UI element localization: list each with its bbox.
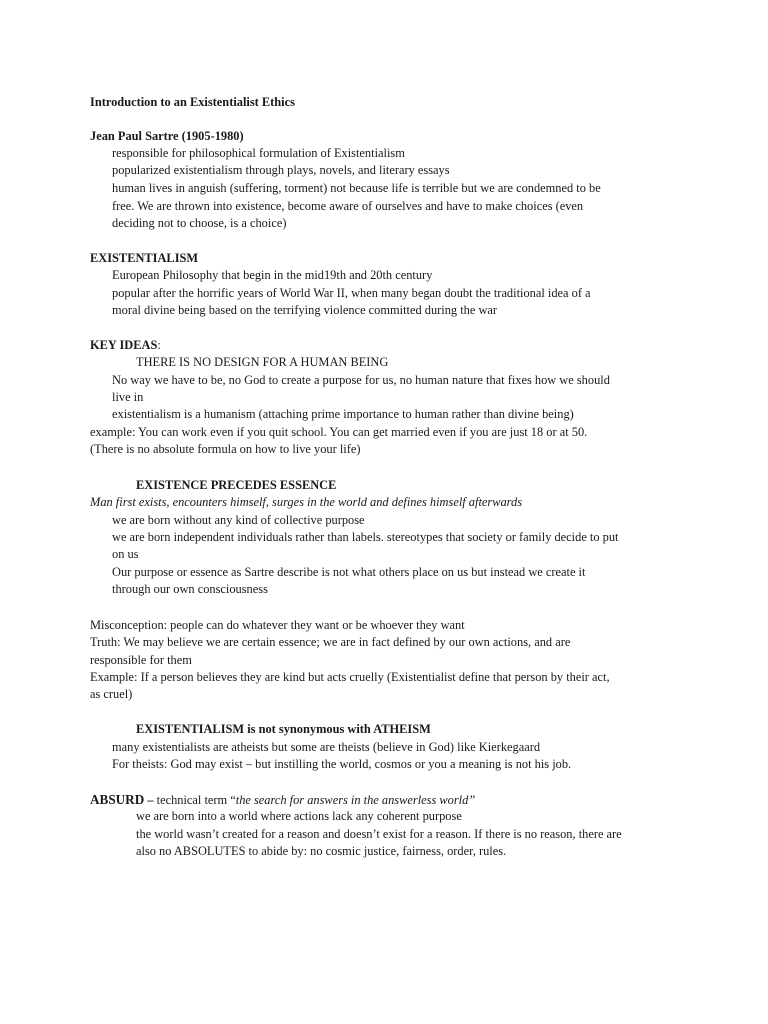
key-ideas-heading-line: [90, 337, 161, 354]
key-ideas-colon: :: [157, 338, 161, 352]
key-ideas-line: example: You can work even if you quit school. You can get married even if you are just 18 or at 50.: [90, 425, 588, 439]
absurd-quote-end: ”: [468, 793, 476, 807]
existentialism-heading: EXISTENTIALISM: [90, 251, 199, 265]
existentialism-line: European Philosophy that begin in the mid19th and 20th century: [112, 268, 433, 282]
absurd-heading: ABSURD: [90, 792, 145, 807]
essence-line: we are born independent individuals rather than labels. stereotypes that society or family decide to put: [112, 530, 619, 544]
absurd-term: technical term “: [153, 793, 236, 807]
key-ideas-line: (There is no absolute formula on how to live your life): [90, 442, 361, 456]
truth-line: Truth: We may believe we are certain essence; we are in fact defined by our own actions, and are: [90, 635, 571, 649]
atheism-heading: EXISTENTIALISM is not synonymous with ATHEISM: [136, 722, 431, 736]
sartre-line: human lives in anguish (suffering, torment) not because life is terrible but we are condemned to be: [112, 181, 601, 195]
key-ideas-subheading: THERE IS NO DESIGN FOR A HUMAN BEING: [136, 355, 389, 369]
key-ideas-line: No way we have to be, no God to create a purpose for us, no human nature that fixes how we should: [112, 373, 610, 387]
essence-line: Our purpose or essence as Sartre describe is not what others place on us but instead we create it: [112, 565, 586, 579]
document-title: Introduction to an Existentialist Ethics: [90, 95, 295, 109]
essence-line: on us: [112, 547, 139, 561]
sartre-line: deciding not to choose, is a choice): [112, 216, 287, 230]
sartre-heading: Jean Paul Sartre (1905-1980): [90, 129, 244, 143]
truth-line: responsible for them: [90, 653, 192, 667]
existentialism-line: moral divine being based on the terrifying violence committed during the war: [112, 303, 498, 317]
essence-quote: Man first exists, encounters himself, surges in the world and defines himself afterwards: [90, 495, 523, 509]
key-ideas-heading: KEY IDEAS: [90, 338, 158, 352]
absurd-line: we are born into a world where actions lack any coherent purpose: [136, 809, 462, 823]
essence-line: we are born without any kind of collective purpose: [112, 513, 365, 527]
sartre-line: popularized existentialism through plays, novels, and literary essays: [112, 163, 450, 177]
absurd-dash: –: [144, 793, 154, 807]
example-line: as cruel): [90, 687, 133, 701]
sartre-line: free. We are thrown into existence, become aware of ourselves and have to make choices (even: [112, 199, 584, 213]
atheism-line: many existentialists are atheists but some are theists (believe in God) like Kierkegaard: [112, 740, 541, 754]
absurd-line: the world wasn’t created for a reason and doesn’t exist for a reason. If there is no reason, there are: [136, 827, 622, 841]
essence-heading: EXISTENCE PRECEDES ESSENCE: [136, 478, 337, 492]
sartre-line: responsible for philosophical formulation of Existentialism: [112, 146, 405, 160]
key-ideas-line: existentialism is a humanism (attaching prime importance to human rather than divine being): [112, 407, 574, 421]
misconception-line: Misconception: people can do whatever they want or be whoever they want: [90, 618, 465, 632]
absurd-line: also no ABSOLUTES to abide by: no cosmic justice, fairness, order, rules.: [136, 844, 507, 858]
key-ideas-line: live in: [112, 390, 144, 404]
existentialism-line: popular after the horrific years of World War II, when many began doubt the traditional idea of a: [112, 286, 591, 300]
atheism-line: For theists: God may exist – but instilling the world, cosmos or you a meaning is not his job.: [112, 757, 572, 771]
absurd-heading-line: [90, 791, 475, 809]
essence-line: through our own consciousness: [112, 582, 268, 596]
example-line: Example: If a person believes they are kind but acts cruelly (Existentialist define that person by their act,: [90, 670, 610, 684]
absurd-quote: the search for answers in the answerless world: [235, 793, 469, 807]
